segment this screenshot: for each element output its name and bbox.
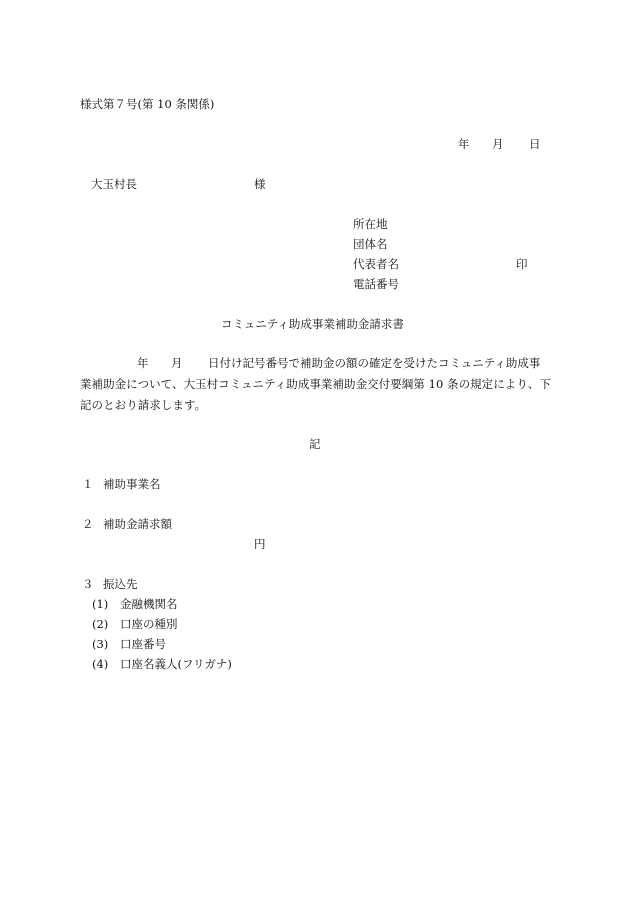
- item-3-number: ３: [82, 577, 94, 591]
- item-2-number: ２: [82, 517, 94, 531]
- seal-mark: 印: [516, 257, 528, 271]
- body-line-3: 記のとおり請求します。: [80, 398, 207, 412]
- applicant-address-label: 所在地: [353, 217, 388, 231]
- applicant-rep-label: 代表者名: [353, 257, 399, 271]
- bank-item-3-number: (3): [92, 637, 109, 651]
- applicant-group-label: 団体名: [353, 237, 388, 251]
- item-1-number: １: [82, 477, 94, 491]
- bank-item-3-label: 口座番号: [120, 637, 166, 651]
- body-line-2: 業補助金について、大玉村コミュニティ助成事業補助金交付要綱第 10 条の規定により、下: [80, 377, 551, 391]
- bank-item-2-number: (2): [92, 617, 109, 631]
- date-month: 月: [492, 137, 504, 151]
- body-line-1: 日付け記号番号で補助金の額の確定を受けたコミュニティ助成事: [208, 356, 541, 370]
- date-day: 日: [529, 137, 541, 151]
- bank-item-4-number: (4): [92, 657, 109, 671]
- bank-item-1-label: 金融機関名: [120, 597, 178, 611]
- bank-item-1-number: (1): [92, 597, 109, 611]
- ki-heading: 記: [309, 437, 321, 451]
- body-year: 年: [137, 356, 149, 370]
- bank-item-2-label: 口座の種別: [120, 617, 178, 631]
- body-month: 月: [171, 356, 183, 370]
- form-label: 様式第７号(第 10 条関係): [80, 97, 215, 111]
- item-1-label: 補助事業名: [103, 477, 161, 491]
- item-3-label: 振込先: [103, 577, 138, 591]
- addressee-name: 大玉村長: [91, 177, 137, 191]
- item-2-label: 補助金請求額: [103, 517, 172, 531]
- addressee-honorific: 様: [254, 177, 266, 191]
- document-title: コミュニティ助成事業補助金請求書: [221, 317, 404, 331]
- amount-unit: 円: [254, 537, 266, 551]
- applicant-phone-label: 電話番号: [353, 277, 399, 291]
- date-year: 年: [458, 137, 470, 151]
- bank-item-4-label: 口座名義人(フリガナ): [120, 657, 232, 671]
